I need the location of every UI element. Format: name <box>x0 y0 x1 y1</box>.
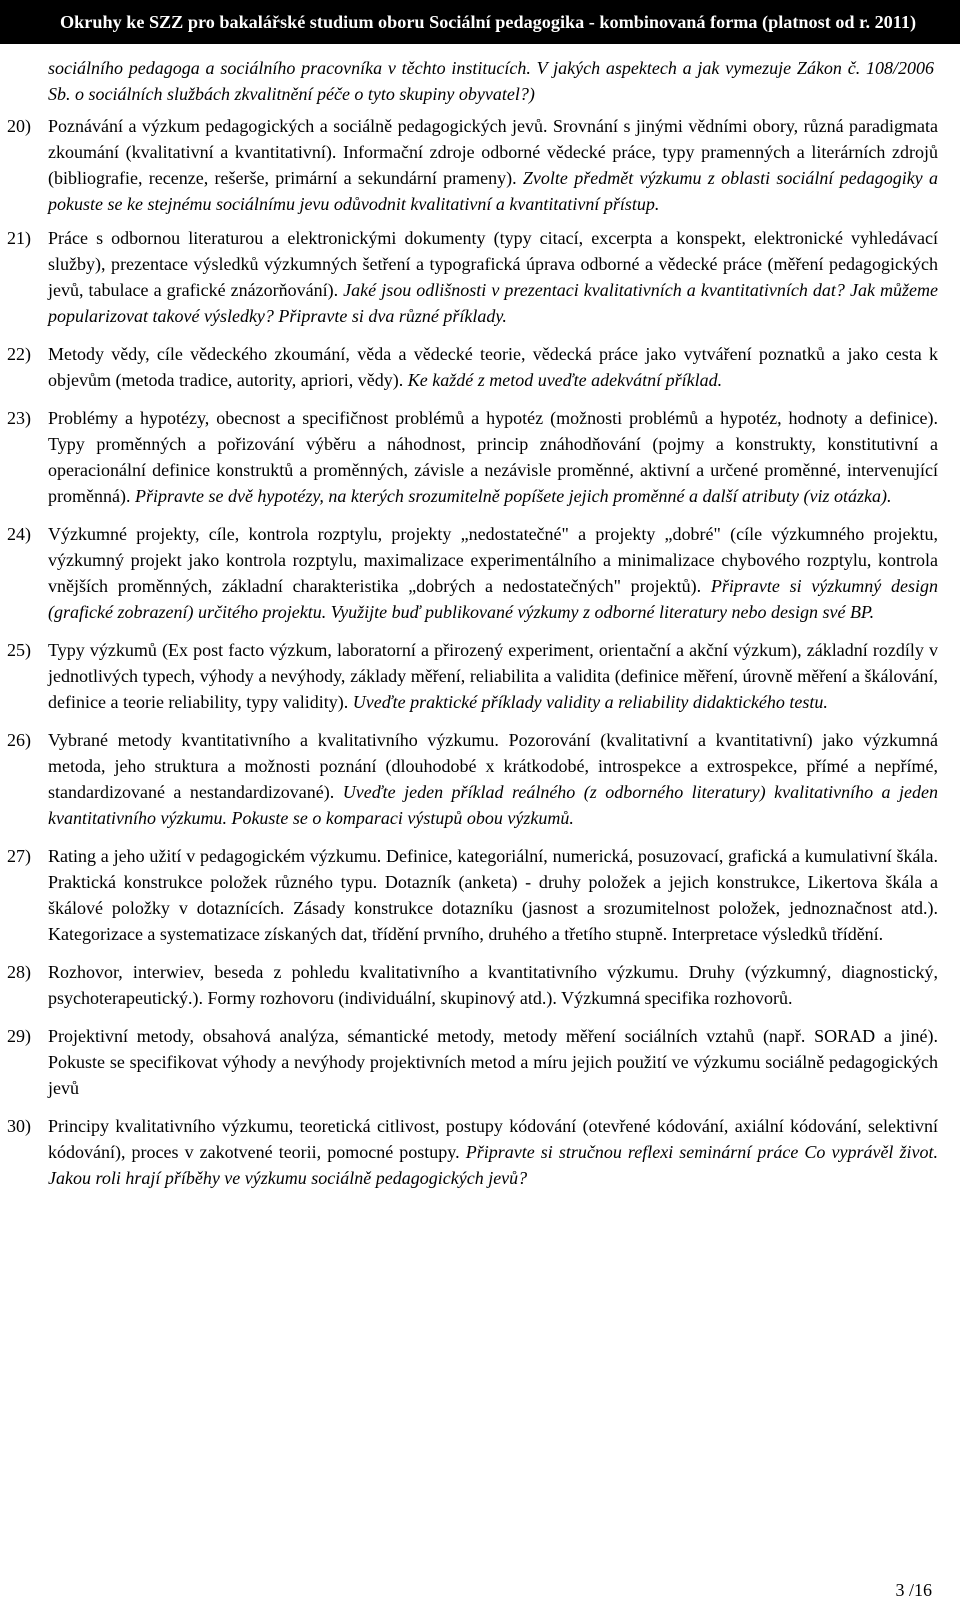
list-item <box>7 521 938 625</box>
list-item <box>7 341 938 393</box>
item-number: 23) <box>7 408 31 428</box>
item-number: 26) <box>7 730 31 750</box>
item-task: Ke každé z metod uveďte adekvátní příklad. <box>407 370 723 390</box>
item-text: Projektivní metody, obsahová analýza, sémantické metody, metody měření sociálních vztahů (např. SORAD a jiné). Pokuste se specifikovat výhody a nevýhody projektivních metod a míru jejich použití ve výzkumu sociálně pedagogických jevů <box>48 1026 938 1098</box>
item-task: Uveďte jeden příklad reálného (z odborného literatury) kvalitativního a jeden kvantitativního výzkumu. Pokuste se o komparaci výstupů obou výzkumů. <box>48 782 938 828</box>
item-task: Připravte se dvě hypotézy, na kterých srozumitelně popíšete jejich proměnné a další atributy (viz otázka). <box>134 486 892 506</box>
list-item <box>7 1023 938 1101</box>
list-item <box>7 727 938 831</box>
item-text: Rating a jeho užití v pedagogickém výzkumu. Definice, kategoriální, numerická, posuzovací, grafická a kumulativní škála. Praktická konstrukce položek různého typu. Dotazník (anketa) - druhy položek a jejich konstrukce, Likertova škála a škálové položky v dotaznících. Zásady konstrukce dotazníku (jasnost a srozumitelnost položek, jednoznačnost atd.). Kategorizace a systematizace získaných dat, třídění prvního, druhého a třetího stupně. Interpretace výsledků třídění. <box>48 846 938 944</box>
item-number: 21) <box>7 228 31 248</box>
item-text: Práce s odbornou literaturou a elektronickými dokumenty (typy citací, excerpta a konspekt, elektronické vyhledávací služby), prezentace výsledků výzkumných šetření a typografická úprava odborné a vědecké práce (měření pedagogických jevů, tabulace a grafické znázorňování). <box>48 228 938 300</box>
item-number: 30) <box>7 1116 31 1136</box>
item-task: Připravte si stručnou reflexi seminární práce Co vyprávěl život. Jakou roli hrají příběhy ve výzkumu sociálně pedagogických jevů? <box>48 1142 938 1188</box>
item-number: 20) <box>7 116 31 136</box>
item-number: 25) <box>7 640 31 660</box>
item-number: 28) <box>7 962 31 982</box>
item-number: 27) <box>7 846 31 866</box>
item-task: Jaké jsou odlišnosti v prezentaci kvalitativních a kvantitativních dat? Jak můžeme popularizovat takové výsledky? Připravte si dva různé příklady. <box>48 280 938 326</box>
list-item <box>7 113 938 217</box>
item-text: Metody vědy, cíle vědeckého zkoumání, věda a vědecké teorie, vědecká práce jako vytváření poznatků a jako cesta k objevům (metoda tradice, autority, apriori, vědy). <box>48 344 938 390</box>
item-number: 24) <box>7 524 31 544</box>
document-body <box>0 55 960 1191</box>
item-text: Vybrané metody kvantitativního a kvalitativního výzkumu. Pozorování (kvalitativní a kvantitativní) jako výzkumná metoda, jeho struktura a možnosti poznání (dlouhodobé x krátkodobé, introspekce a extrospekce, přímé a nepřímé, standardizované a nestandardizované). <box>48 730 938 802</box>
item-text: Typy výzkumů (Ex post facto výzkum, laboratorní a přirozený experiment, orientační a akční výzkum), základní rozdíly v jednotlivých typech, výhody a nevýhody, základy měření, reliabilita a validita (definice měření, úrovně měření a škálování, definice a teorie reliability, typy validity). <box>48 640 938 712</box>
list-item <box>7 1113 938 1191</box>
document-header <box>0 0 960 44</box>
list-item <box>7 843 938 947</box>
item-text: Výzkumné projekty, cíle, kontrola rozptylu, projekty „nedostatečné" a projekty „dobré" (cíle výzkumného projektu, výzkumný projekt jako kontrola rozptylu, maximalizace experimentálního a minimalizace chybového rozptylu, kontrola vnějších proměnných, základní charakteristika „dobrých a nedostatečných" projektů). <box>48 524 938 596</box>
item-task: Uveďte praktické příklady validity a reliability didaktického testu. <box>352 692 828 712</box>
item-text: Problémy a hypotézy, obecnost a specifičnost problémů a hypotéz (možnosti problémů a hypotéz, hodnoty a definice). Typy proměnných a pořizování výběru a náhodnost, princip znáhodňování (pojmy a konstrukty, konstitutivní a operacionální definice konstruktů a proměnných, závisle a nezávisle proměnné, aktivní a určené proměnné, intervenující proměnná). <box>48 408 938 506</box>
item-text: Poznávání a výzkum pedagogických a sociálně pedagogických jevů. Srovnání s jinými vědními obory, různá paradigmata zkoumání (kvalitativní a kvantitativní). Informační zdroje odborné vědecké práce, typy pramenných a literárních zdrojů (bibliografie, recenze, rešerše, primární a sekundární prameny). <box>48 116 938 188</box>
item-text: Principy kvalitativního výzkumu, teoretická citlivost, postupy kódování (otevřené kódování, axiální kódování, selektivní kódování), proces v zakotvené teorii, pomocné postupy. <box>48 1116 938 1162</box>
list-item <box>7 225 938 329</box>
list-item <box>7 637 938 715</box>
item-task: Připravte si výzkumný design (grafické zobrazení) určitého projektu. Využijte buď publikované výzkumy z odborné literatury nebo design své BP. <box>48 576 938 622</box>
list-item <box>7 405 938 509</box>
item-task: Zvolte předmět výzkumu z oblasti sociální pedagogiky a pokuste se ke stejnému sociálnímu jevu odůvodnit kvalitativní a kvantitativní přístup. <box>48 168 938 214</box>
list-item <box>7 959 938 1011</box>
item-number: 29) <box>7 1026 31 1046</box>
item-number: 22) <box>7 344 31 364</box>
header-title: Okruhy ke SZZ pro bakalářské studium oboru Sociální pedagogika - kombinovaná forma (platnost od r. 2011) <box>60 12 917 32</box>
item-text: Rozhovor, interwiev, beseda z pohledu kvalitativního a kvantitativního výzkumu. Druhy (výzkumný, diagnostický, psychoterapeutický.). Formy rozhovoru (individuální, skupinový atd.). Výzkumná specifika rozhovorů. <box>48 962 938 1008</box>
intro-paragraph: sociálního pedagoga a sociálního pracovníka v těchto institucích. V jakých aspektech a jak vymezuje Zákon č. 108/2006 Sb. o sociálních službách zkvalitnění péče o tyto skupiny obyvatel?) <box>48 58 934 104</box>
page-number: 3 /16 <box>895 1580 932 1600</box>
